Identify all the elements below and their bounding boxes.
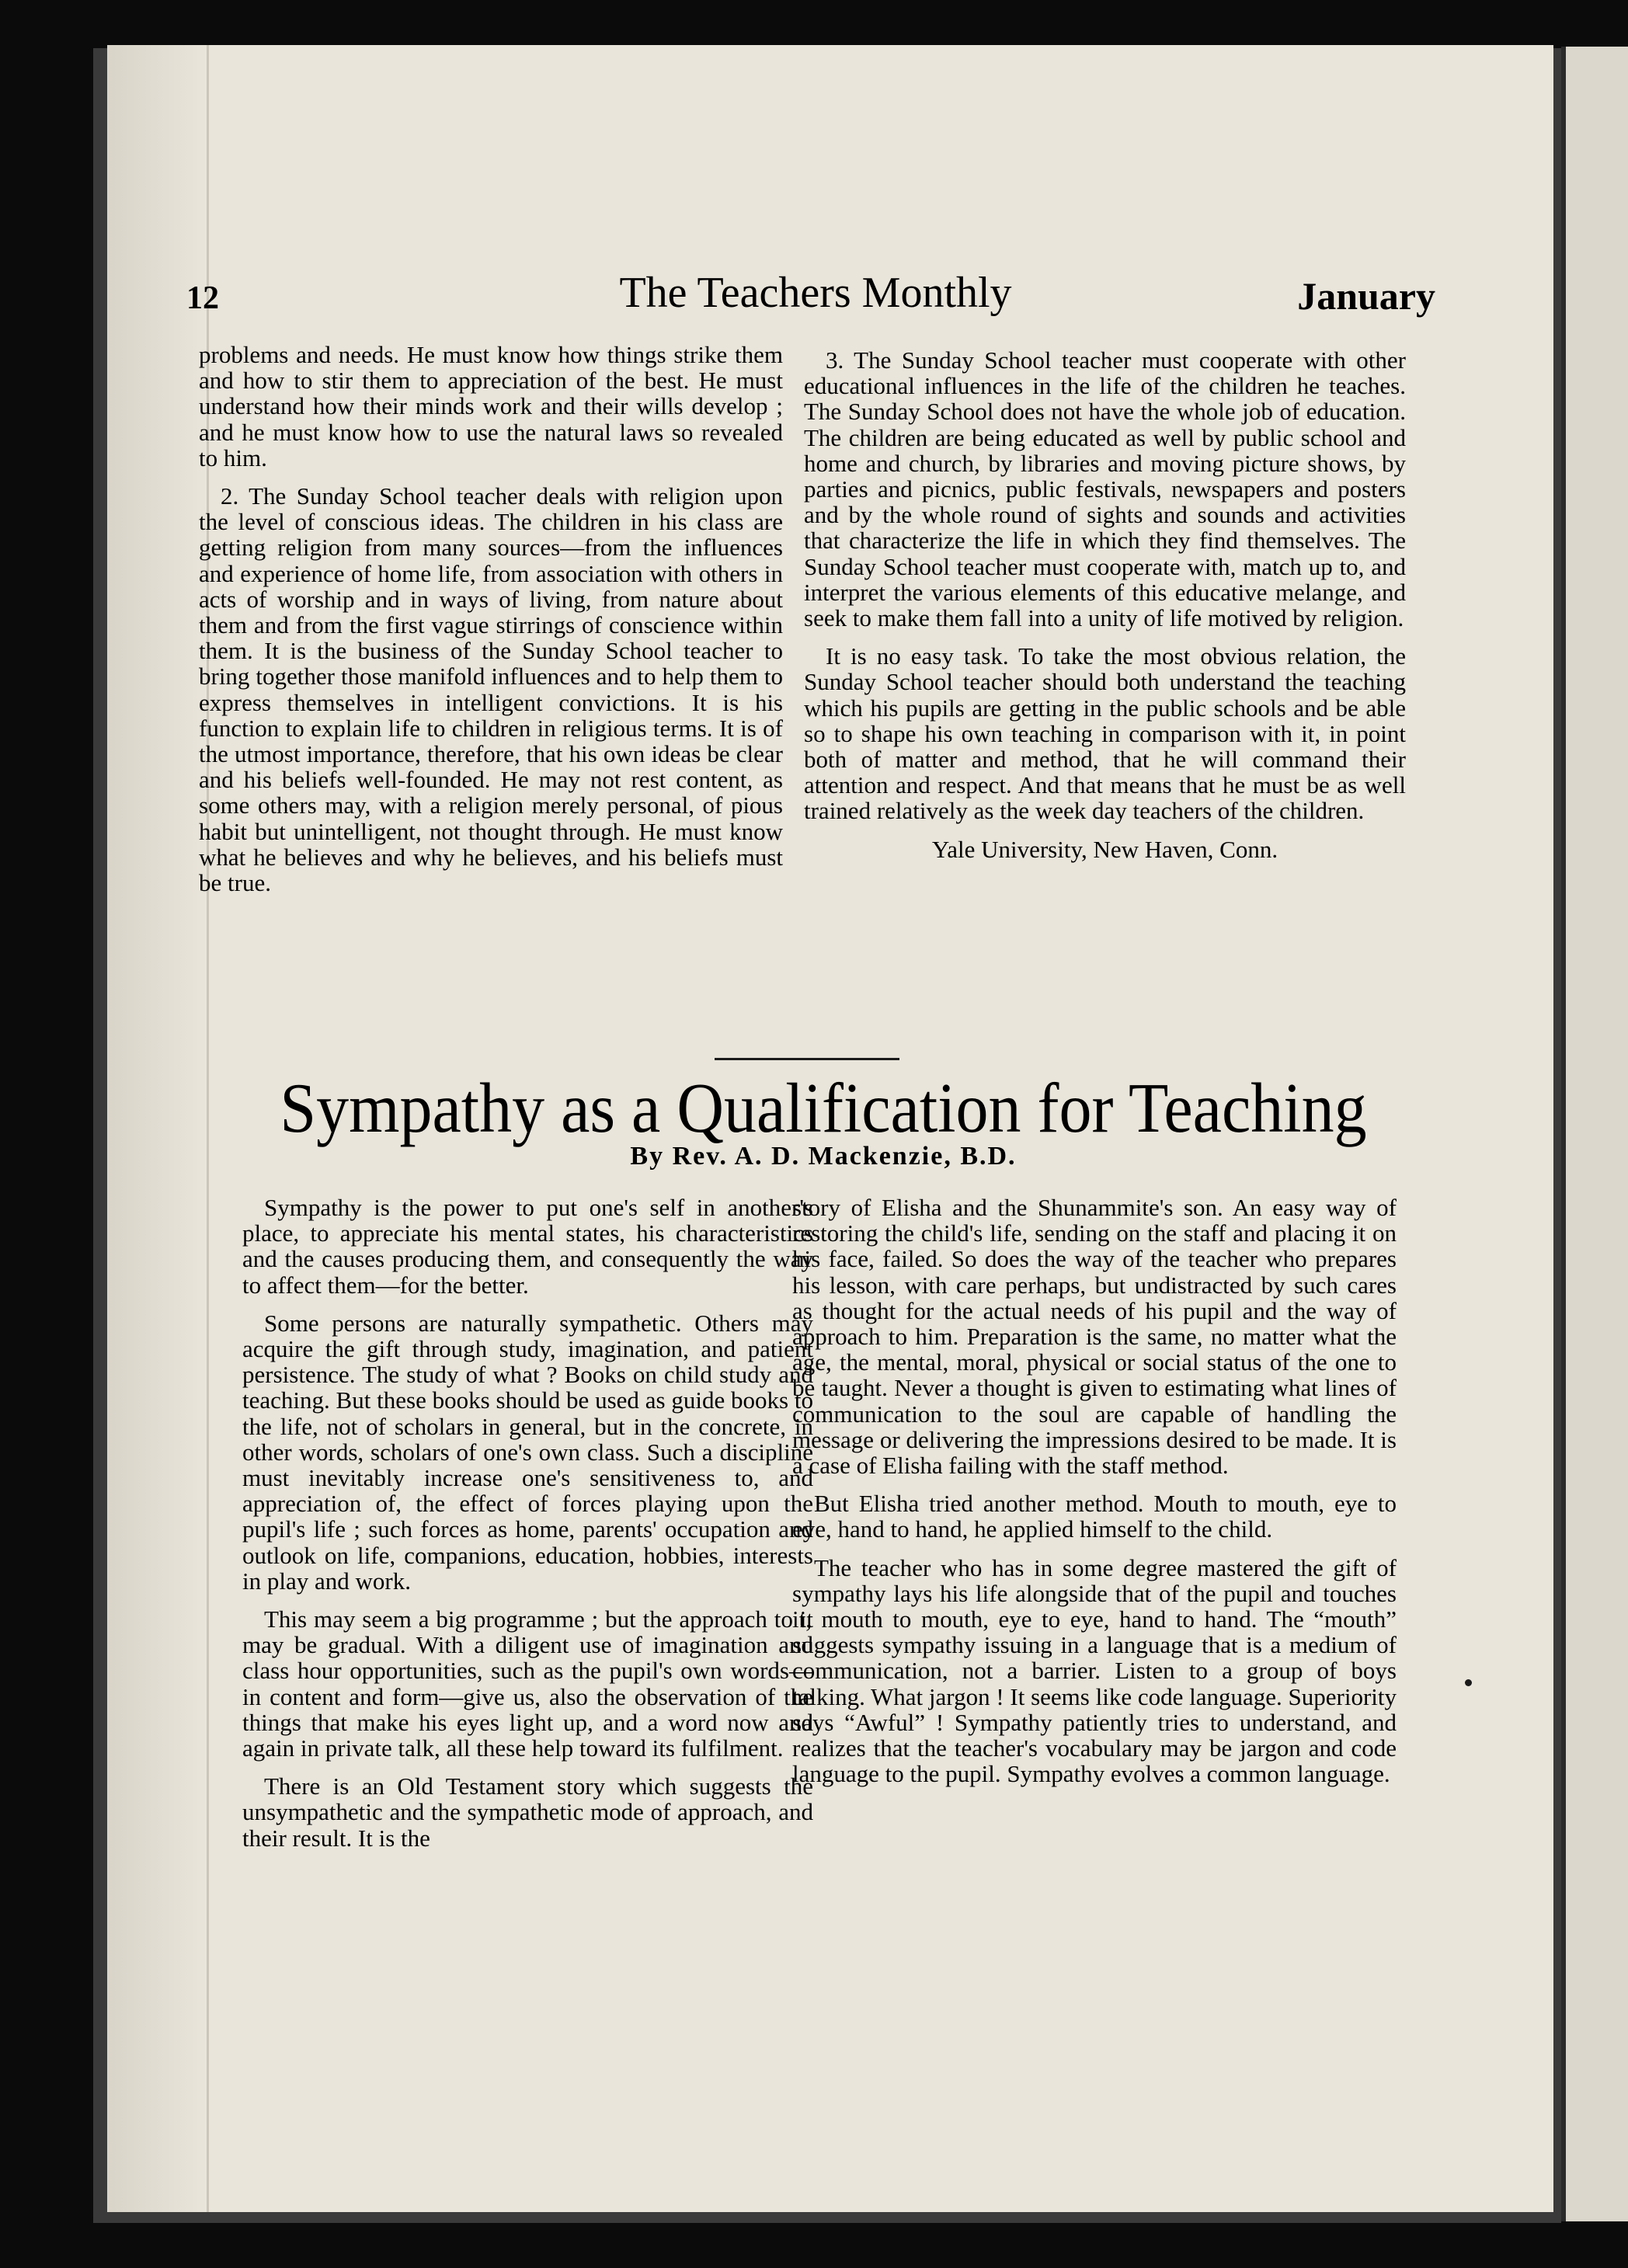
author-affiliation: Yale University, New Haven, Conn. <box>931 835 1278 863</box>
article-byline: By Rev. A. D. Mackenzie, B.D. <box>630 1142 1017 1171</box>
paragraph: But Elisha tried another method. Mouth to mouth, eye to eye, hand to hand, he applied himself to the child. <box>792 1490 1397 1543</box>
page-number: 12 <box>186 280 219 316</box>
paragraph: 2. The Sunday School teacher deals with religion upon the level of conscious ideas. The children in his class are getting religion from many sources—from the influences and experience of home life, from association with others in acts of worship and in ways of living, from nature about them and from the first vague stirrings of conscience within them. It is the business of the Sunday School teacher to bring together those manifold influences and to help them to express themselves in intelligent convictions. It is his function to explain life to children in religious terms. It is of the utmost importance, therefore, that his own ideas be clear and his beliefs well-founded. He may not rest content, as some others may, with a religion merely personal, of pious habit but unintelligent, not thought through. He must know what he believes and why he believes, and his beliefs must be true. <box>199 482 783 897</box>
paragraph: story of Elisha and the Shunammite's son. An easy way of restoring the child's life, sending on the staff and placing it on his face, failed. So does the way of the teacher who prepares his lesson, with care perhaps, but undistracted by such cares as thought for the actual needs of his pupil and the way of approach to him. Preparation is the same, no matter what the age, the mental, moral, physical or social status of the one to be taught. Never a thought is given to estimating what lines of communication to the soul are capable of handling the message or delivering the impressions desired to be made. It is a case of Elisha failing with the staff method. <box>792 1194 1397 1480</box>
paragraph: Some persons are naturally sympathetic. Others may acquire the gift through study, imagination, and patient persistence. The study of what ? Books on child study and teaching. But these books should be used as guide books to the life, not of scholars in general, but in the concrete, in other words, scholars of one's own class. Such a discipline must inevitably increase one's sensitiveness to, and appreciation of, the effect of forces playing upon the pupil's life ; such forces as home, parents' occupation and outlook on life, companions, education, hobbies, interests in play and work. <box>242 1309 813 1595</box>
paragraph: It is no easy task. To take the most obvious relation, the Sunday School teacher should both understand the teaching which his pupils are getting in the public schools and be able so to shape his own teaching in comparison with it, in point both of matter and method, that he will command their attention and respect. And that means that he must be as well trained relatively as the week day teachers of the children. <box>804 642 1406 825</box>
adjacent-page-edge <box>1561 47 1628 2221</box>
paragraph: Sympathy is the power to put one's self in another's place, to appreciate his mental states, his characteristics and the causes producing them, and consequently the way to affect them—for the better. <box>242 1194 813 1299</box>
article-right-column <box>792 1195 1397 1799</box>
paragraph: problems and needs. He must know how things strike them and how to stir them to appreciation of the best. He must understand how their minds work and their wills develop ; and he must know how to use the natural laws so revealed to him. <box>199 341 783 471</box>
margin-mark <box>1465 1679 1472 1686</box>
running-title: The Teachers Monthly <box>619 269 1012 317</box>
article-left-column <box>242 1195 813 1863</box>
section1-left-column <box>199 342 783 908</box>
section1-right-column <box>804 347 1406 875</box>
running-month: January <box>1297 274 1435 318</box>
running-header <box>186 233 1445 318</box>
paragraph: There is an Old Testament story which suggests the unsympathetic and the sympathetic mode of approach, and their result. It is the <box>242 1772 813 1852</box>
paragraph: This may seem a big programme ; but the approach to it may be gradual. With a diligent use of imagination and class hour opportunities, such as the pupil's own words—in content and form—give us, also the observation of the things that make his eyes light up, and a word now and again in private talk, all these help toward its fulfilment. <box>242 1605 813 1762</box>
section-divider-rule <box>715 1058 899 1060</box>
paragraph: The teacher who has in some degree mastered the gift of sympathy lays his life alongside that of the pupil and touches it, mouth to mouth, eye to eye, hand to hand. The “mouth” suggests sympathy issuing in a language that is a medium of communication, not a barrier. Listen to a group of boys talking. What jargon ! It seems like code language. Superiority says “Awful” ! Sympathy patiently tries to understand, and realizes that the teacher's vocabulary may be jargon and code language to the pupil. Sympathy evolves a common language. <box>792 1553 1397 1788</box>
paragraph: 3. The Sunday School teacher must cooperate with other educational influences in the life of the children he teaches. The Sunday School does not have the whole job of education. The children are being educated as well by public school and home and church, by libraries and moving picture shows, by parties and picnics, public festivals, newspapers and posters and by the whole round of sights and sounds and activities that characterize the life in which they find themselves. The Sunday School teacher must cooperate with, match up to, and interpret the various elements of this educative melange, and seek to make them fall into a unity of life motived by religion. <box>804 346 1406 632</box>
article-title: Sympathy as a Qualification for Teaching <box>280 1070 1367 1148</box>
